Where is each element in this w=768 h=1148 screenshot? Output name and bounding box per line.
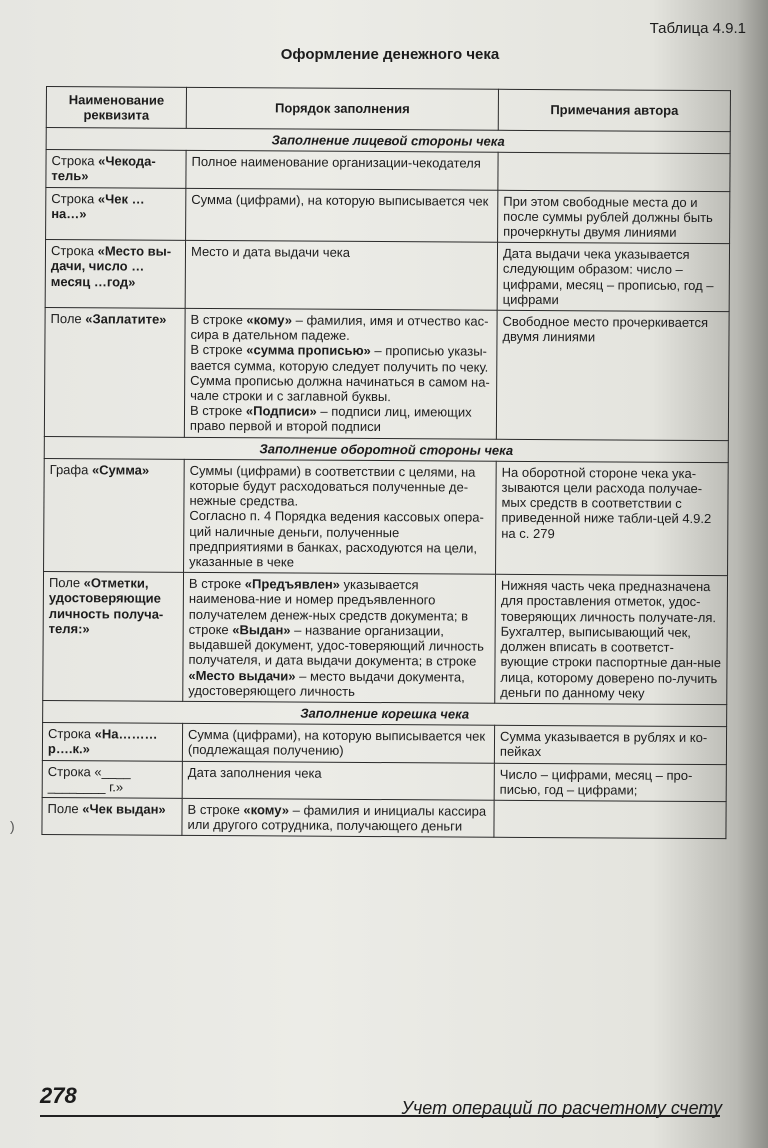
procedure-cell: Сумма (цифрами), на которую выписывается чек (подлежащая получению) bbox=[182, 723, 494, 762]
margin-mark: ) bbox=[10, 818, 15, 834]
table-row bbox=[46, 150, 730, 192]
requisite-cell: Строка «____ ________ г.» bbox=[42, 760, 182, 798]
table-header-row bbox=[46, 87, 730, 132]
header-requisite: Наименование реквизита bbox=[46, 87, 186, 129]
requisite-cell: Поле «Заплатите» bbox=[44, 308, 185, 437]
procedure-paragraph: Суммы (цифрами) в соответствии с целями, на которые будут расходоваться полученные де-нежные средства. bbox=[189, 462, 476, 509]
procedure-cell: Полное наименование организации-чекодателя bbox=[186, 151, 498, 190]
notes-cell: На оборотной стороне чека ука-зываются цели расхода получае-мых средств в соответствии с приведенной ниже табли-цей 4.9.2 на с. 279 bbox=[496, 461, 729, 576]
procedure-cell: В строке «Предъявлен» указывается наименова-ние и номер предъявленного получателем денеж-ных средств документа; в строке «Выдан» – название организации, выдавшей документ, удос-товеряющий личность получателя, и дата выдачи документа; в строке «Место выдачи» – место выдачи документа, удостоверяющего личность bbox=[183, 573, 496, 704]
notes-cell bbox=[494, 800, 726, 839]
table-row bbox=[45, 240, 729, 312]
procedure-cell bbox=[184, 308, 497, 439]
requisite-cell: Строка «На………р….к.» bbox=[42, 723, 182, 761]
procedure-paragraph: Согласно п. 4 Порядка ведения кассовых опера-ций наличные деньги, полученные предприятиями в банках, расходуются на цели, указанные в чеке bbox=[189, 508, 484, 570]
requisite-cell: Строка «Место вы-дачи, число … месяц …год» bbox=[45, 240, 185, 309]
procedure-cell: В строке «кому» – фамилия и инициалы кассира или другого сотрудника, получающего деньги bbox=[182, 798, 494, 837]
notes-cell: Дата выдачи чека указывается следующим образом: число – цифрами, месяц – прописью, год – цифрами bbox=[497, 242, 729, 311]
notes-cell: При этом свободные места до и после суммы рублей должны быть прочеркнуты двумя линиями bbox=[498, 190, 730, 244]
table-row bbox=[42, 797, 726, 839]
check-table bbox=[41, 86, 731, 839]
requisite-cell: Поле «Отметки, удостоверяющие личность получа-теля:» bbox=[43, 572, 184, 701]
table-number: Таблица 4.9.1 bbox=[649, 20, 746, 37]
procedure-cell: Дата заполнения чека bbox=[182, 761, 494, 800]
notes-cell bbox=[498, 152, 730, 191]
header-procedure: Порядок заполнения bbox=[186, 87, 498, 130]
table-row bbox=[44, 458, 729, 576]
procedure-paragraph: В строке «Подписи» – подписи лиц, имеющих право первой и второй подписи bbox=[189, 403, 472, 435]
requisite-cell: Строка «Чекода-тель» bbox=[46, 150, 186, 188]
procedure-cell bbox=[184, 459, 497, 574]
table-row bbox=[43, 572, 728, 705]
notes-cell: Сумма указывается в рублях и ко-пейках bbox=[494, 725, 726, 764]
table-row bbox=[42, 723, 726, 765]
procedure-cell: Место и дата выдачи чека bbox=[185, 241, 497, 311]
notes-cell: Свободное место прочеркивается двумя линиями bbox=[496, 310, 729, 440]
table-title: Оформление денежного чека bbox=[280, 46, 500, 63]
requisite-cell: Поле «Чек выдан» bbox=[42, 797, 182, 835]
table-row bbox=[46, 187, 730, 244]
notes-cell: Нижняя часть чека предназначена для проставления отметок, удос-товеряющих личность получате-ля. Бухгалтер, выписывающий чек, должен вписать в соответст-вующие строки паспортные дан-ные лица, которому доверено по-лучить деньги по данному чеку bbox=[495, 575, 728, 705]
running-title: Учет операций по расчетному счету bbox=[401, 1098, 722, 1118]
requisite-cell: Строка «Чек … на…» bbox=[46, 187, 186, 240]
table-row bbox=[42, 760, 726, 802]
section-stub-title: Заполнение корешка чека bbox=[43, 700, 727, 726]
section-back-title: Заполнение оборотной стороны чека bbox=[44, 436, 728, 462]
procedure-paragraph: В строке «кому» – фамилия, имя и отчество кас-сира в дательном падеже. bbox=[190, 311, 489, 344]
section-front-title: Заполнение лицевой стороны чека bbox=[46, 128, 730, 154]
notes-cell: Число – цифрами, месяц – про-писью, год – цифрами; bbox=[494, 763, 726, 802]
requisite-cell: Графа «Сумма» bbox=[44, 458, 185, 572]
page-number: 278 bbox=[40, 1083, 77, 1108]
procedure-cell: Сумма (цифрами), на которую выписывается чек bbox=[186, 188, 498, 243]
table-row bbox=[44, 308, 729, 441]
procedure-paragraph: В строке «сумма прописью» – прописью указы-вается сумма, которую следует получить по чеку. Сумма прописью должна начинаться в самом на-чале строки и с заглавной буквы. bbox=[190, 342, 490, 405]
header-notes: Примечания автора bbox=[498, 89, 730, 131]
